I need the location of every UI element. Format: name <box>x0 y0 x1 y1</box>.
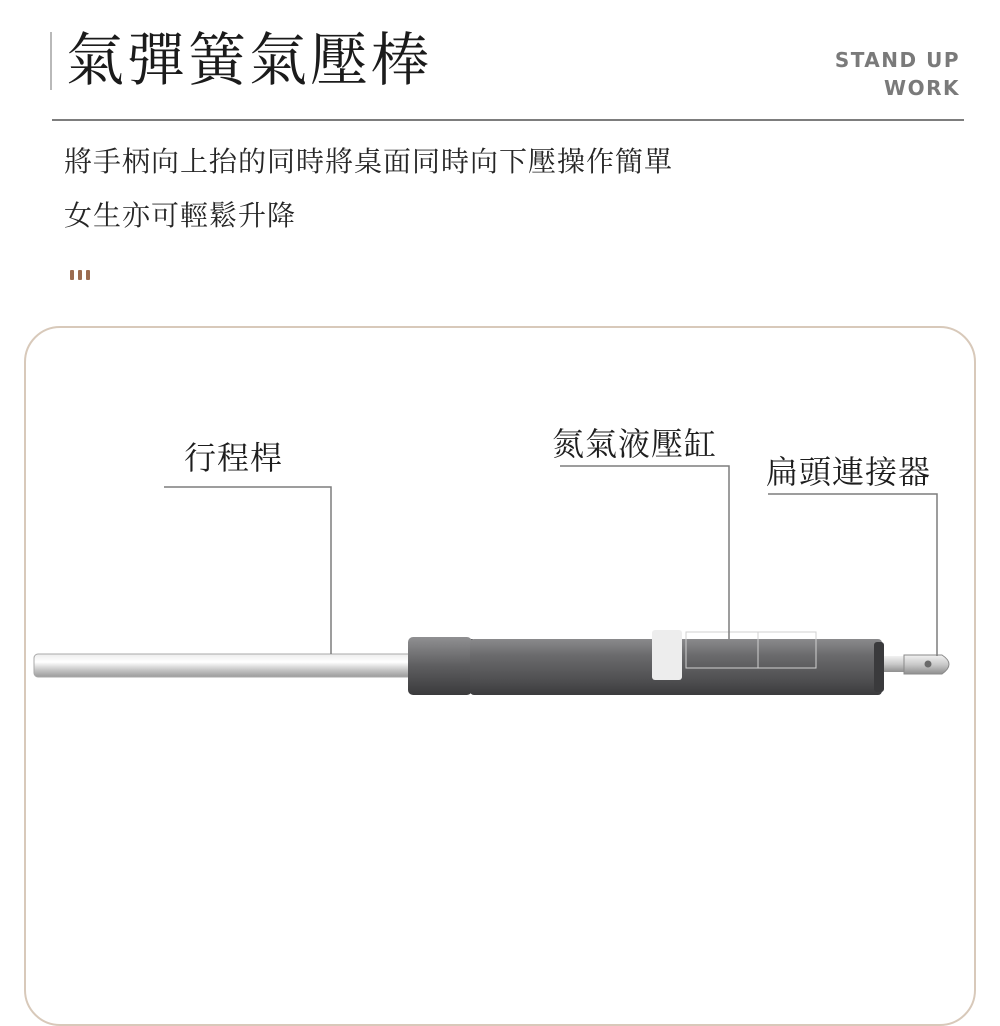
label-nitrogen-cylinder: 氮氣液壓缸 <box>552 425 718 463</box>
cylinder-cap <box>408 637 472 695</box>
piston-rod <box>34 654 416 677</box>
page-title: 氣彈簧氣壓棒 <box>66 26 433 94</box>
cylinder-end <box>874 642 884 692</box>
brand-line-2: WORK <box>884 76 960 100</box>
rod-leader-line <box>164 487 331 654</box>
brand-line-1: STAND UP <box>834 48 960 72</box>
connector-hole <box>925 661 932 668</box>
connector-neck <box>884 656 906 672</box>
label-stroke-rod: 行程桿 <box>184 439 284 477</box>
label-flat-head-connector: 扁頭連接器 <box>766 453 932 491</box>
cylinder-sticker <box>652 630 682 680</box>
description-line-2: 女生亦可輕鬆升降 <box>64 199 297 232</box>
description-line-1: 將手柄向上抬的同時將桌面同時向下壓操作簡單 <box>64 145 674 178</box>
cylinder-leader-line <box>560 466 729 639</box>
